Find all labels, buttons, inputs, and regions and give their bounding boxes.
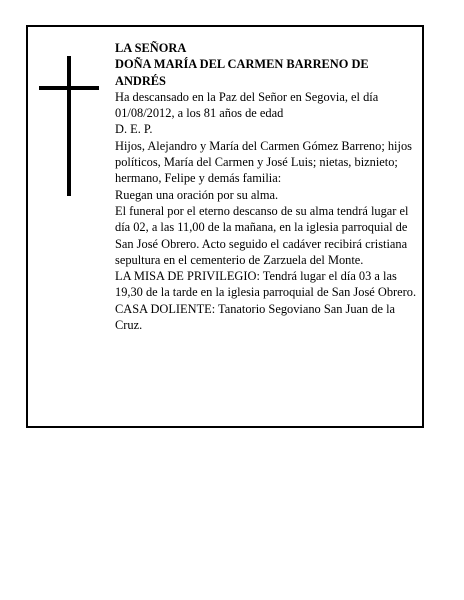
cross-horizontal-bar — [39, 86, 99, 90]
notice-paragraph: Ruegan una oración por su alma. — [115, 187, 279, 202]
notice-paragraph: El funeral por el eterno descanso de su alma tendrá lugar el día 02, a las 11,00 de la mañana, en la iglesia parroquial de San José Obrero. Acto seguido el cadáver recibirá cristiana sepultura en el cementerio de Zarzuela del Monte. — [115, 203, 409, 267]
notice-paragraph: Ha descansado en la Paz del Señor en Segovia, el día 01/08/2012, a los 81 años de edad — [115, 89, 379, 121]
notice-paragraph: CASA DOLIENTE: Tanatorio Segoviano San Juan de la Cruz. — [115, 301, 396, 333]
notice-title: LA SEÑORA — [115, 41, 187, 55]
notice-paragraph: Hijos, Alejandro y María del Carmen Gómez Barreno; hijos políticos, María del Carmen y José Luis; nietas, biznieto; hermano, Felipe y demás familia: — [115, 138, 412, 186]
deceased-name: DOÑA MARÍA DEL CARMEN BARRENO DE ANDRÉS — [115, 57, 369, 88]
cross-vertical-bar — [67, 56, 71, 196]
notice-paragraph: LA MISA DE PRIVILEGIO: Tendrá lugar el día 03 a las 19,30 de la tarde en la iglesia parroquial de San José Obrero. — [115, 269, 417, 300]
notice-paragraph: D. E. P. — [115, 122, 153, 137]
notice-text — [115, 40, 420, 333]
obituary-notice — [26, 25, 424, 428]
